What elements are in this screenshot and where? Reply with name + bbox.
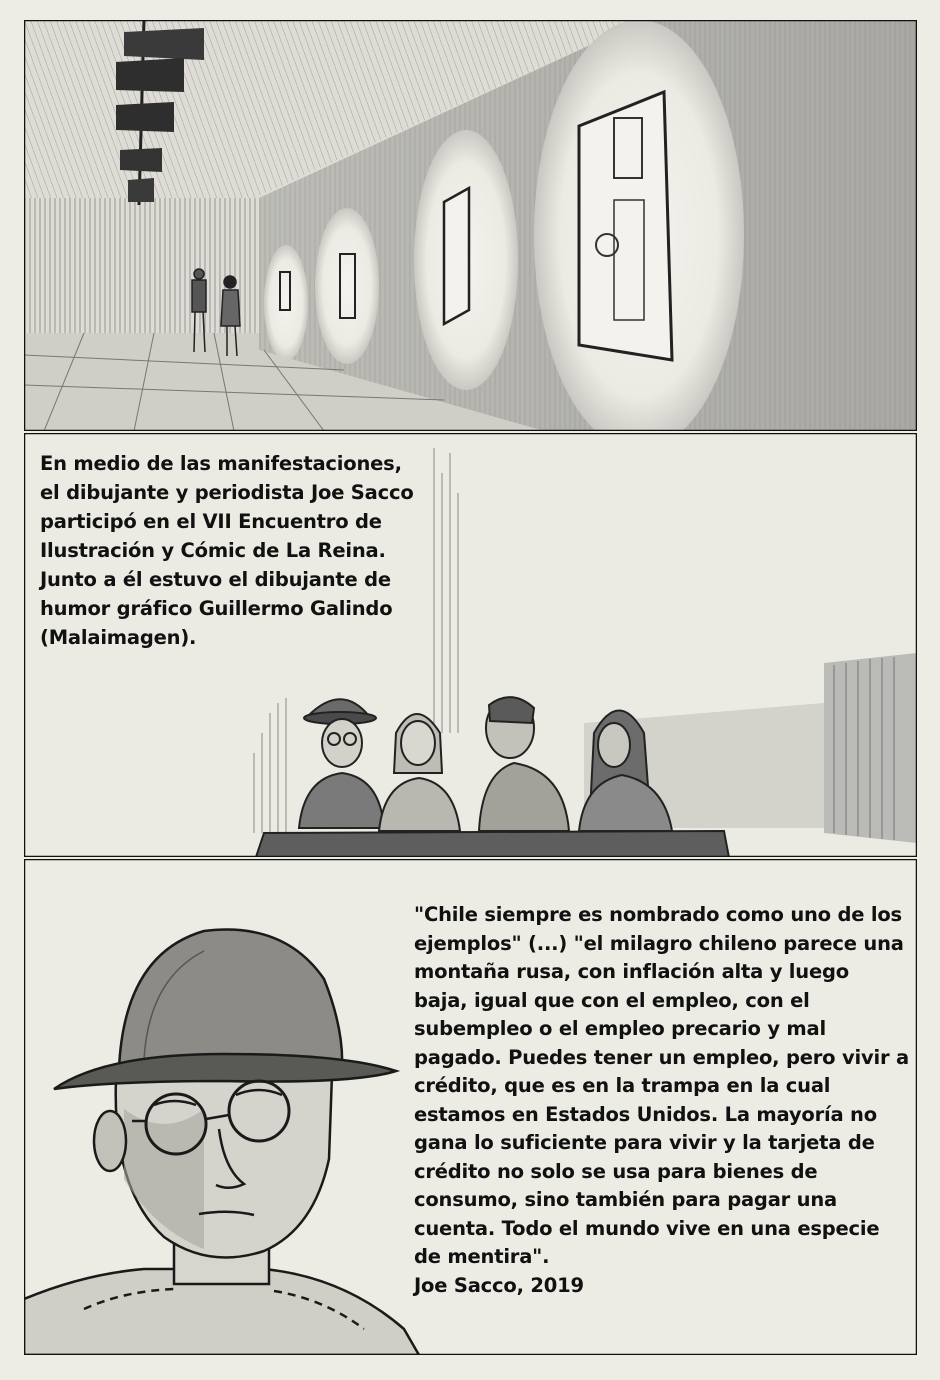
panel-gallery [24, 20, 917, 431]
panel-caption: En medio de las manifestaciones, el dibujante y periodista Joe Sacco participó en el VII Encuentro de Ilustración y Cómic de La Reina. Junto a él estuvo el dibujante de humor gráfico Guillermo Galindo (Malaimagen). [40, 452, 414, 649]
panel-table [254, 831, 730, 857]
quote-attribution: Joe Sacco, 2019 [414, 1273, 584, 1297]
artwork-frame [444, 188, 469, 324]
panel-event [24, 433, 917, 857]
panel-portrait [24, 859, 917, 1355]
quote-text: "Chile siempre es nombrado como uno de los ejemplos" (...) "el milagro chileno parece una montaña rusa, con inflación alta y luego baja, igual que con el empleo, con el subempleo o el empleo precario y mal pagado. Puedes tener un empleo, pero vivir a crédito, que es en la trampa en la cual estamos en Estados Unidos. La mayoría no gana lo suficiente para vivir y la tarjeta de crédito no solo se usa para bienes de consumo, sino también para pagar una cuenta. Todo el mundo vive en una especie de mentira". [414, 903, 909, 1268]
gallery-drawing [24, 20, 917, 431]
quote-block [414, 901, 914, 1300]
